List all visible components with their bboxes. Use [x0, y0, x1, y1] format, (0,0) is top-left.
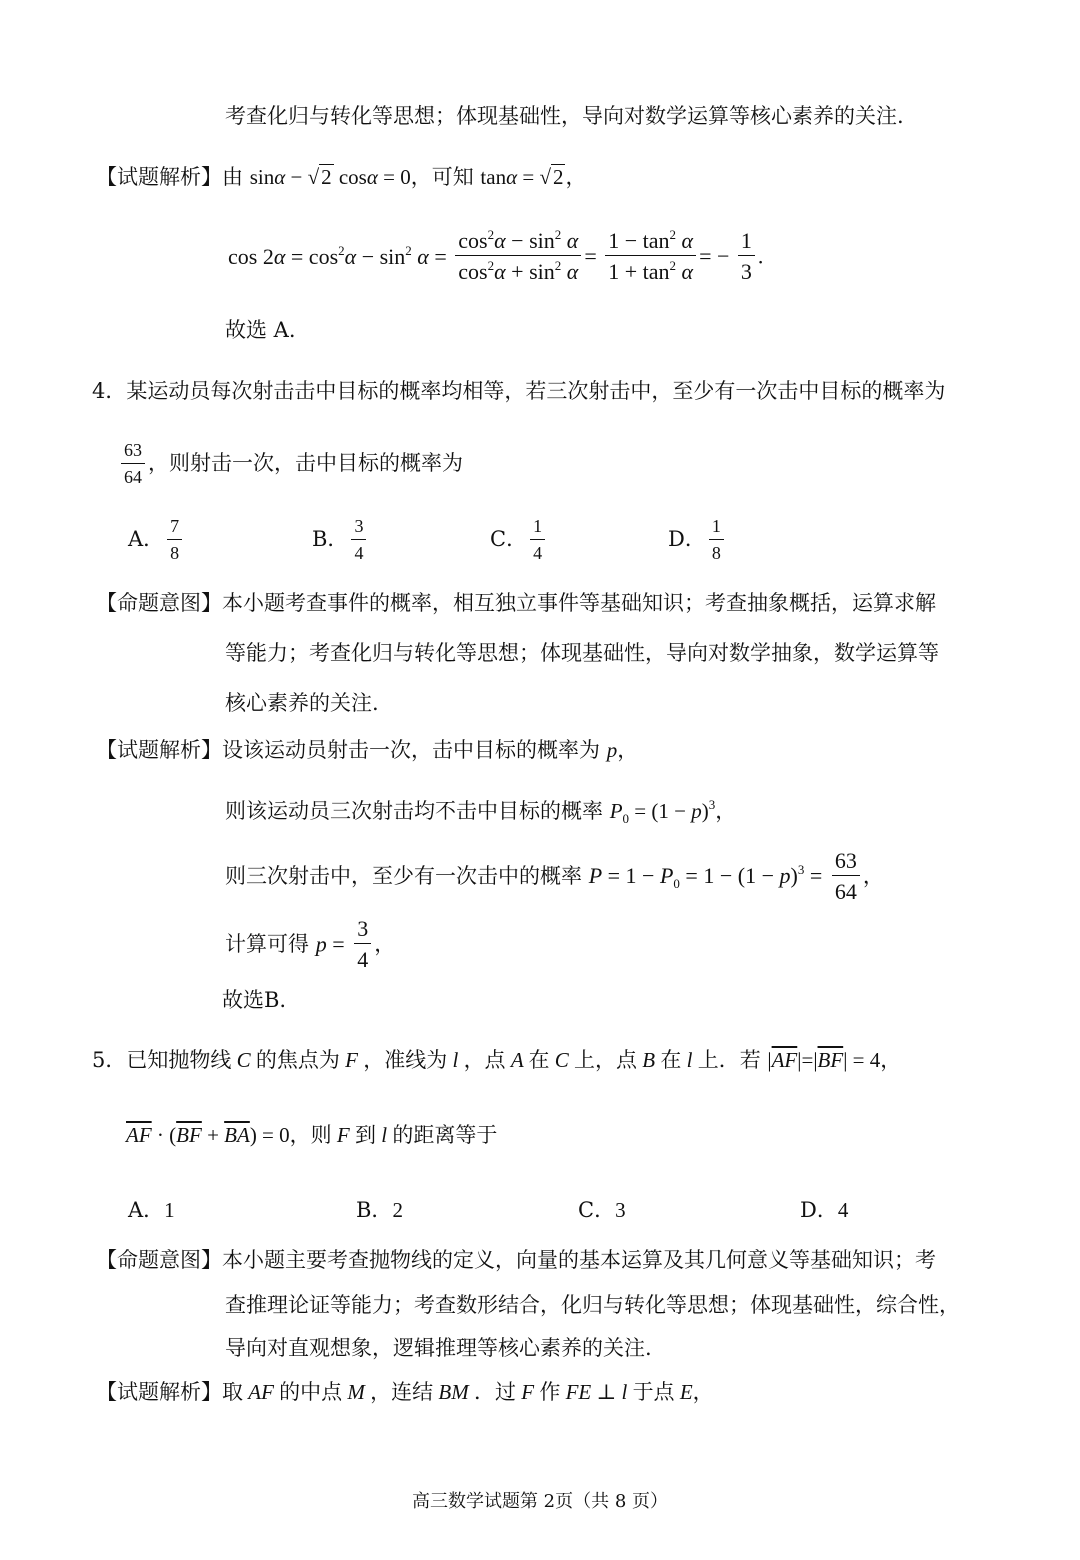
q4-analysis-line2: 则该运动员三次射击均不击中目标的概率 $P_0 = (1 - p)^3$， — [225, 797, 737, 826]
q4-option-c[interactable]: C． $\frac{1}{4}$ — [490, 516, 548, 563]
q4-option-d[interactable]: D． $\frac{1}{8}$ — [668, 516, 727, 563]
q4-intent-line2: 等能力；考查化归与转化等思想；体现基础性，导向对数学抽象，数学运算等 — [225, 641, 939, 665]
q4-conclusion: 故选B. — [222, 988, 287, 1012]
q5-intent-line2: 查推理论证等能力；考查数形结合，化归与转化等思想；体现基础性，综合性， — [225, 1293, 960, 1317]
q3-fraction-2: $\frac{1 - \tan^2 \alpha}{1 + \tan^2 \alpha}$ — [605, 228, 696, 285]
q4-stem-fraction: $\frac{63}{64}$ — [121, 440, 145, 487]
q5-stem-line1: 5．已知抛物线 C 的焦点为 F ，准线为 l ，点 A 在 C 上，点 B 在 l 上．若 $|\overline{AF}|=|\overline{BF}| = 4$， — [92, 1048, 902, 1072]
q5-option-c[interactable]: C．3 — [578, 1198, 626, 1222]
q4-analysis-line3: 则三次射击中，至少有一次击中的概率 $P = 1 - P_0 = 1 - (1 - p)^3$ = $\frac{63}{64}$ ， — [225, 848, 884, 905]
q4-analysis-line1: 【试题解析】设该运动员射击一次，击中目标的概率为 p， — [96, 738, 639, 762]
q3-fraction-3: $\frac{1}{3}$ — [738, 228, 755, 285]
q3-conclusion: 故选 A. — [225, 318, 296, 342]
page-footer: 高三数学试题第 2页（共 8 页） — [411, 1491, 669, 1512]
q4-intent-line3: 核心素养的关注. — [225, 691, 379, 715]
q3-tan-result: tanα = √2 — [480, 165, 564, 189]
q4-option-b[interactable]: B． $\frac{3}{4}$ — [312, 516, 369, 563]
q3-analysis-label: 【试题解析】 — [96, 165, 222, 189]
q4-analysis-line4: 计算可得 p = $\frac{3}{4}$ ， — [225, 916, 396, 973]
q3-fraction-1: $\frac{\cos^2\alpha - \sin^2 \alpha}{\cos^2\alpha + \sin^2 \alpha}$ — [455, 228, 581, 285]
q5-analysis-label: 【试题解析】 — [96, 1380, 222, 1404]
q3-given-equation: sinα − √2 cosα = 0 — [249, 165, 411, 189]
q4-analysis-label: 【试题解析】 — [96, 738, 222, 762]
q5-intent-line3: 导向对直观想象，逻辑推理等核心素养的关注. — [225, 1336, 652, 1360]
q3-intent-continuation: 考查化归与转化等思想；体现基础性，导向对数学运算等核心素养的关注. — [225, 104, 904, 128]
q5-option-b[interactable]: B．2 — [356, 1198, 403, 1222]
q5-intent-line1: 【命题意图】本小题主要考查抛物线的定义，向量的基本运算及其几何意义等基础知识；考 — [96, 1248, 936, 1272]
q4-option-a[interactable]: A． $\frac{7}{8}$ — [128, 516, 185, 563]
q4-intent-line1: 【命题意图】本小题考查事件的概率，相互独立事件等基础知识；考查抽象概括，运算求解 — [96, 591, 936, 615]
q5-stem-line2: $\overline{AF} \cdot (\overline{BF} + \overline{BA}) = 0$，则 F 到 l 的距离等于 — [126, 1123, 498, 1147]
q5-intent-label: 【命题意图】 — [96, 1248, 222, 1272]
q4-stem-line2: $\frac{63}{64}$ ，则射击一次，击中目标的概率为 — [118, 440, 463, 487]
q4-intent-label: 【命题意图】 — [96, 591, 222, 615]
q4-stem-line1: 4．某运动员每次射击击中目标的概率均相等，若三次射击中，至少有一次击中目标的概率为 — [92, 379, 946, 403]
q5-analysis-line1: 【试题解析】取 AF 的中点 M ，连结 BM ．过 F 作 FE ⊥ l 于点 E， — [96, 1380, 714, 1404]
q3-analysis-line1: 【试题解析】由 sinα − √2 cosα = 0，可知 tanα = √2， — [96, 165, 587, 189]
q5-option-d[interactable]: D．4 — [800, 1198, 849, 1222]
q3-cos2a-derivation: $\cos 2\alpha = \cos^2\alpha - \sin^2 \alpha$ = $\frac{\cos^2\alpha - \sin^2 \alpha}{\cos^2\alpha + \sin^2 \alpha}$ = $\frac{1 - \tan^2 \alpha}{1 + \tan^2 \alpha}$ = − $\frac{1}{3}$ . — [228, 227, 764, 285]
q5-option-a[interactable]: A．1 — [128, 1198, 175, 1222]
